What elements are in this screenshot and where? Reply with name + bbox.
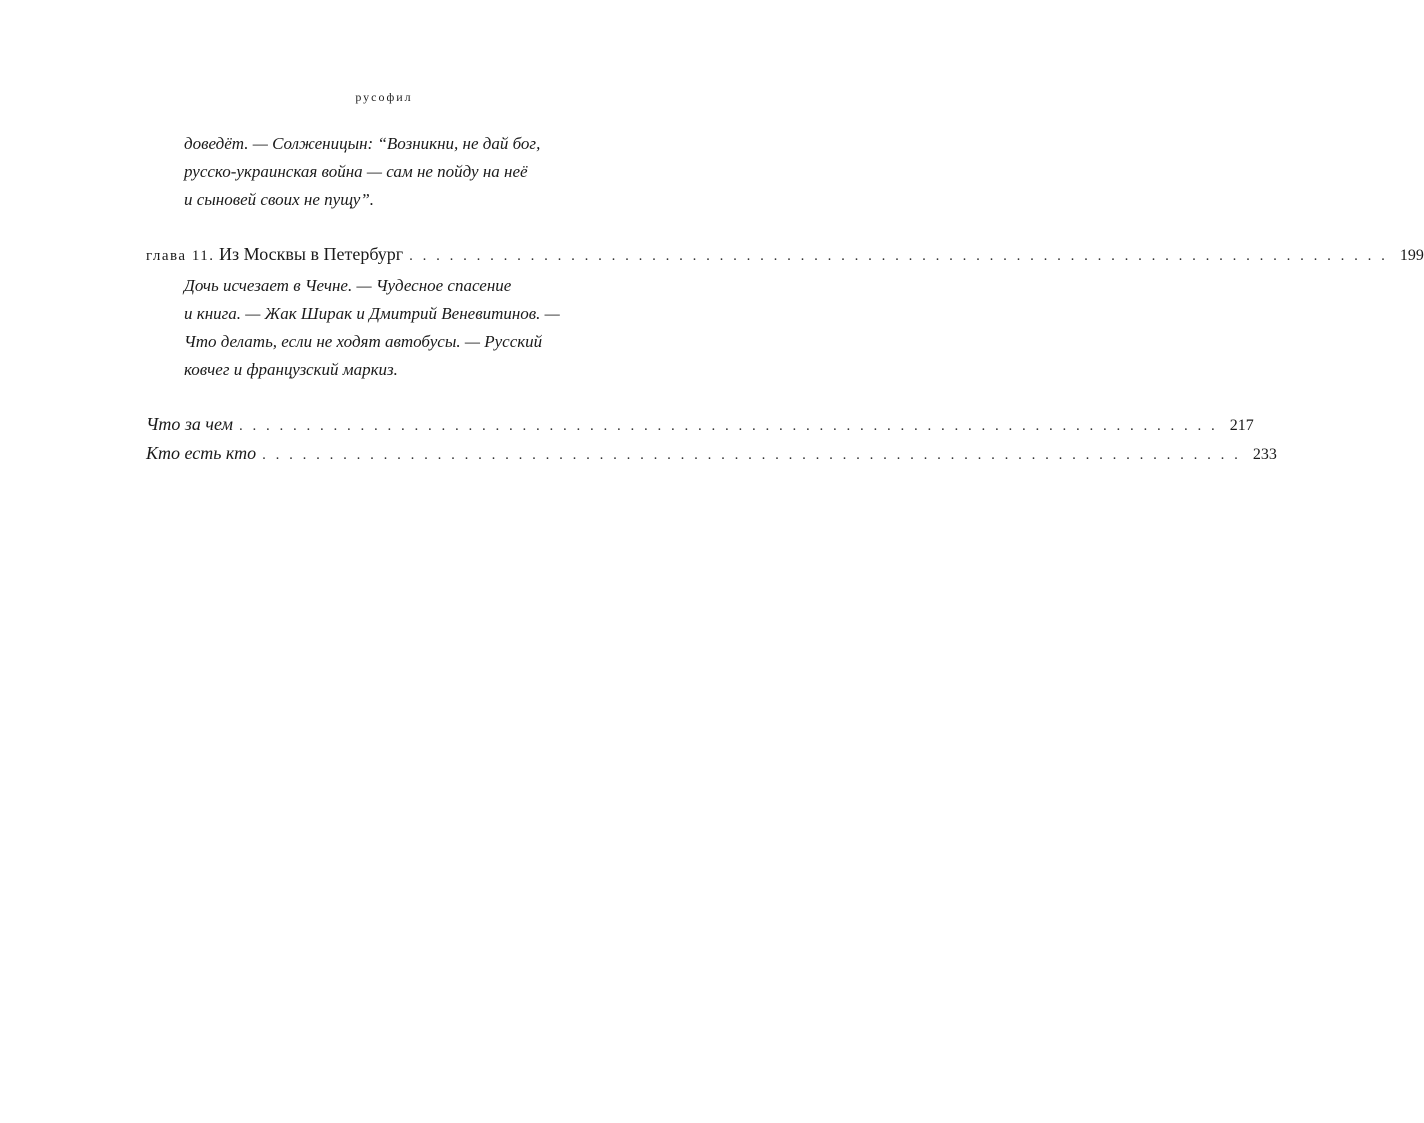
chapter-description xyxy=(184,272,654,384)
dot-leaders: . . . . . . . . . . . . . . . . . . . . . . . . . . . . . . . . . . . . . . . . . . . . . . . . . . . . . . . . . . . . . . . . . . . . . . . . . xyxy=(409,248,1388,264)
running-head: русофил xyxy=(355,90,413,104)
description-line: ковчег и французский маркиз. xyxy=(184,360,398,379)
toc-entry-chapter-11[interactable] xyxy=(146,244,1424,265)
description-line: и книга. — Жак Ширак и Дмитрий Веневитинов. — xyxy=(184,304,560,323)
description-line: доведёт. — Солженицын: “Возникни, не дай бог, xyxy=(184,134,541,153)
page-number: 233 xyxy=(1252,446,1277,463)
description-line: Дочь исчезает в Чечне. — Чудесное спасение xyxy=(184,276,512,295)
page-number: 199 xyxy=(1399,247,1424,264)
page-number: 217 xyxy=(1229,417,1254,434)
continued-chapter-description xyxy=(184,130,654,214)
description-line: Что делать, если не ходят автобусы. — Русский xyxy=(184,332,543,351)
dot-leaders: . . . . . . . . . . . . . . . . . . . . . . . . . . . . . . . . . . . . . . . . . . . . . . . . . . . . . . . . . . . . . . . . . . . . . . . . . xyxy=(262,447,1241,463)
toc-entry-who-is-who[interactable] xyxy=(146,443,1277,464)
description-line: русско-украинская война — сам не пойду на неё xyxy=(184,162,528,181)
toc-entry-title: Что за чем xyxy=(146,414,234,434)
dot-leaders: . . . . . . . . . . . . . . . . . . . . . . . . . . . . . . . . . . . . . . . . . . . . . . . . . . . . . . . . . . . . . . . . . . . . . . . . . xyxy=(239,418,1218,434)
toc-entry-title xyxy=(146,244,403,265)
chapter-label: глава 11. xyxy=(146,248,215,264)
toc-entry-what-follows-what[interactable] xyxy=(146,414,1254,435)
chapter-title: Из Москвы в Петербург xyxy=(219,244,404,264)
toc-entry-title: Кто есть кто xyxy=(146,443,257,463)
description-line: и сыновей своих не пущу”. xyxy=(184,190,375,209)
